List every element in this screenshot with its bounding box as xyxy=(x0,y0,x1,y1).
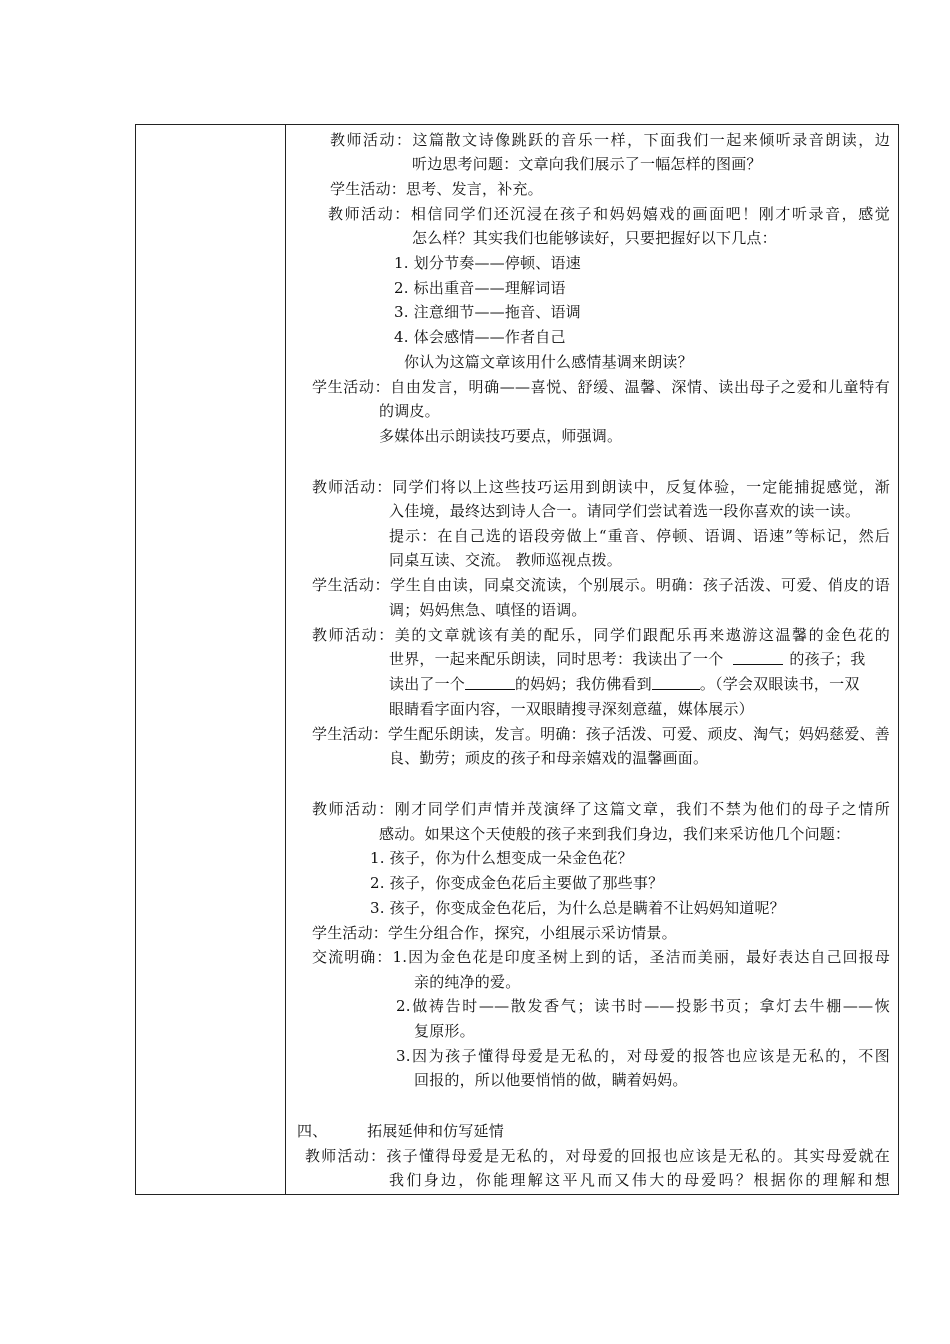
text-line: 我们身边，你能理解这平凡而又伟大的母爱吗？根据你的理解和想 xyxy=(389,1171,890,1189)
text-line: 教师活动：孩子懂得母爱是无私的，对母爱的回报也应该是无私的。其实母爱就在 xyxy=(305,1147,890,1165)
text-line: 复原形。 xyxy=(414,1022,475,1040)
text-line: 提示：在自己选的语段旁做上“重音、停顿、语调、语速”等标记，然后 xyxy=(389,527,890,545)
fill-in-line xyxy=(389,674,860,694)
text-line: 3.因为孩子懂得母爱是无私的，对母爱的报答也应该是无私的，不图 xyxy=(396,1047,890,1065)
text-line: 调；妈妈焦急、嗔怪的语调。 xyxy=(389,601,587,619)
text-segment: 的妈妈；我仿佛看到 xyxy=(515,675,652,693)
fill-in-blank xyxy=(465,674,515,690)
text-line: 回报的，所以他要悄悄的做，瞒着妈妈。 xyxy=(414,1071,688,1089)
text-line: 良、勤劳；顽皮的孩子和母亲嬉戏的温馨画面。 xyxy=(389,749,709,767)
text-line: 2.做祷告时——散发香气；读书时——投影书页；拿灯去牛棚——恢 xyxy=(396,997,890,1015)
text-line: 学生活动：学生分组合作，探究，小组展示采访情景。 xyxy=(312,924,677,942)
text-line: 学生活动：自由发言，明确——喜悦、舒缓、温馨、深情、读出母子之爱和儿童特有 xyxy=(312,378,890,396)
list-item: 2. 孩子，你变成金色花后主要做了那些事？ xyxy=(370,874,664,892)
text-segment: 。（学会双眼读书，一双 xyxy=(699,675,860,693)
text-line: 教师活动：同学们将以上这些技巧运用到朗读中，反复体验，一定能捕捉感觉，渐 xyxy=(312,478,890,496)
text-line: 你认为这篇文章该用什么感情基调来朗读？ xyxy=(404,353,693,371)
text-line: 亲的纯净的爱。 xyxy=(414,973,521,991)
text-line: 眼睛看字面内容，一双眼睛搜寻深刻意蕴，媒体展示） xyxy=(389,700,754,718)
text-line: 教师活动：相信同学们还沉浸在孩子和妈妈嬉戏的画面吧！刚才听录音，感觉 xyxy=(328,205,890,223)
text-line: 入佳境，最终达到诗人合一。请同学们尝试着选一段你喜欢的读一读。 xyxy=(389,502,861,520)
list-item: 4. 体会感情——作者自己 xyxy=(394,328,566,346)
fill-in-line xyxy=(389,649,865,669)
text-line: 教师活动：这篇散文诗像跳跃的音乐一样，下面我们一起来倾听录音朗读，边 xyxy=(330,131,890,149)
text-line: 听边思考问题：文章向我们展示了一幅怎样的图画？ xyxy=(412,155,762,173)
text-line: 怎么样？其实我们也能够读好，只要把握好以下几点： xyxy=(412,229,777,247)
fill-in-blank xyxy=(652,674,700,690)
section-heading: 四、 拓展延伸和仿写延情 xyxy=(297,1122,504,1140)
text-line: 感动。如果这个天使般的孩子来到我们身边，我们来采访他几个问题： xyxy=(379,825,851,843)
text-segment: 读出了一个 xyxy=(389,675,466,693)
table-column-divider xyxy=(285,124,286,1195)
fill-in-blank xyxy=(733,649,783,665)
text-line: 多媒体出示朗读技巧要点，师强调。 xyxy=(379,427,623,445)
list-item: 3. 注意细节——拖音、语调 xyxy=(394,303,581,321)
text-line: 的调皮。 xyxy=(379,402,440,420)
text-line: 教师活动：刚才同学们声情并茂演绎了这篇文章，我们不禁为他们的母子之情所 xyxy=(312,800,890,818)
text-line: 学生活动：学生配乐朗读，发言。明确：孩子活泼、可爱、顽皮、淘气；妈妈慈爱、善 xyxy=(312,725,890,743)
list-item: 1. 孩子，你为什么想变成一朵金色花？ xyxy=(370,849,633,867)
text-line: 学生活动：学生自由读，同桌交流读，个别展示。明确：孩子活泼、可爱、俏皮的语 xyxy=(312,576,890,594)
list-item: 1. 划分节奏——停顿、语速 xyxy=(394,254,581,272)
text-line: 同桌互读、交流。 教师巡视点拨。 xyxy=(389,551,622,569)
text-segment: 世界，一起来配乐朗读，同时思考：我读出了一个 xyxy=(389,650,724,668)
list-item: 2. 标出重音——理解词语 xyxy=(394,279,566,297)
text-line: 学生活动：思考、发言，补充。 xyxy=(330,180,543,198)
text-segment: 的孩子；我 xyxy=(789,650,866,668)
text-line: 交流明确：1.因为金色花是印度圣树上到的话，圣洁而美丽，最好表达自己回报母 xyxy=(312,948,890,966)
list-item: 3. 孩子，你变成金色花后，为什么总是瞒着不让妈妈知道呢？ xyxy=(370,899,785,917)
text-line: 教师活动：美的文章就该有美的配乐，同学们跟配乐再来遨游这温馨的金色花的 xyxy=(312,626,890,644)
